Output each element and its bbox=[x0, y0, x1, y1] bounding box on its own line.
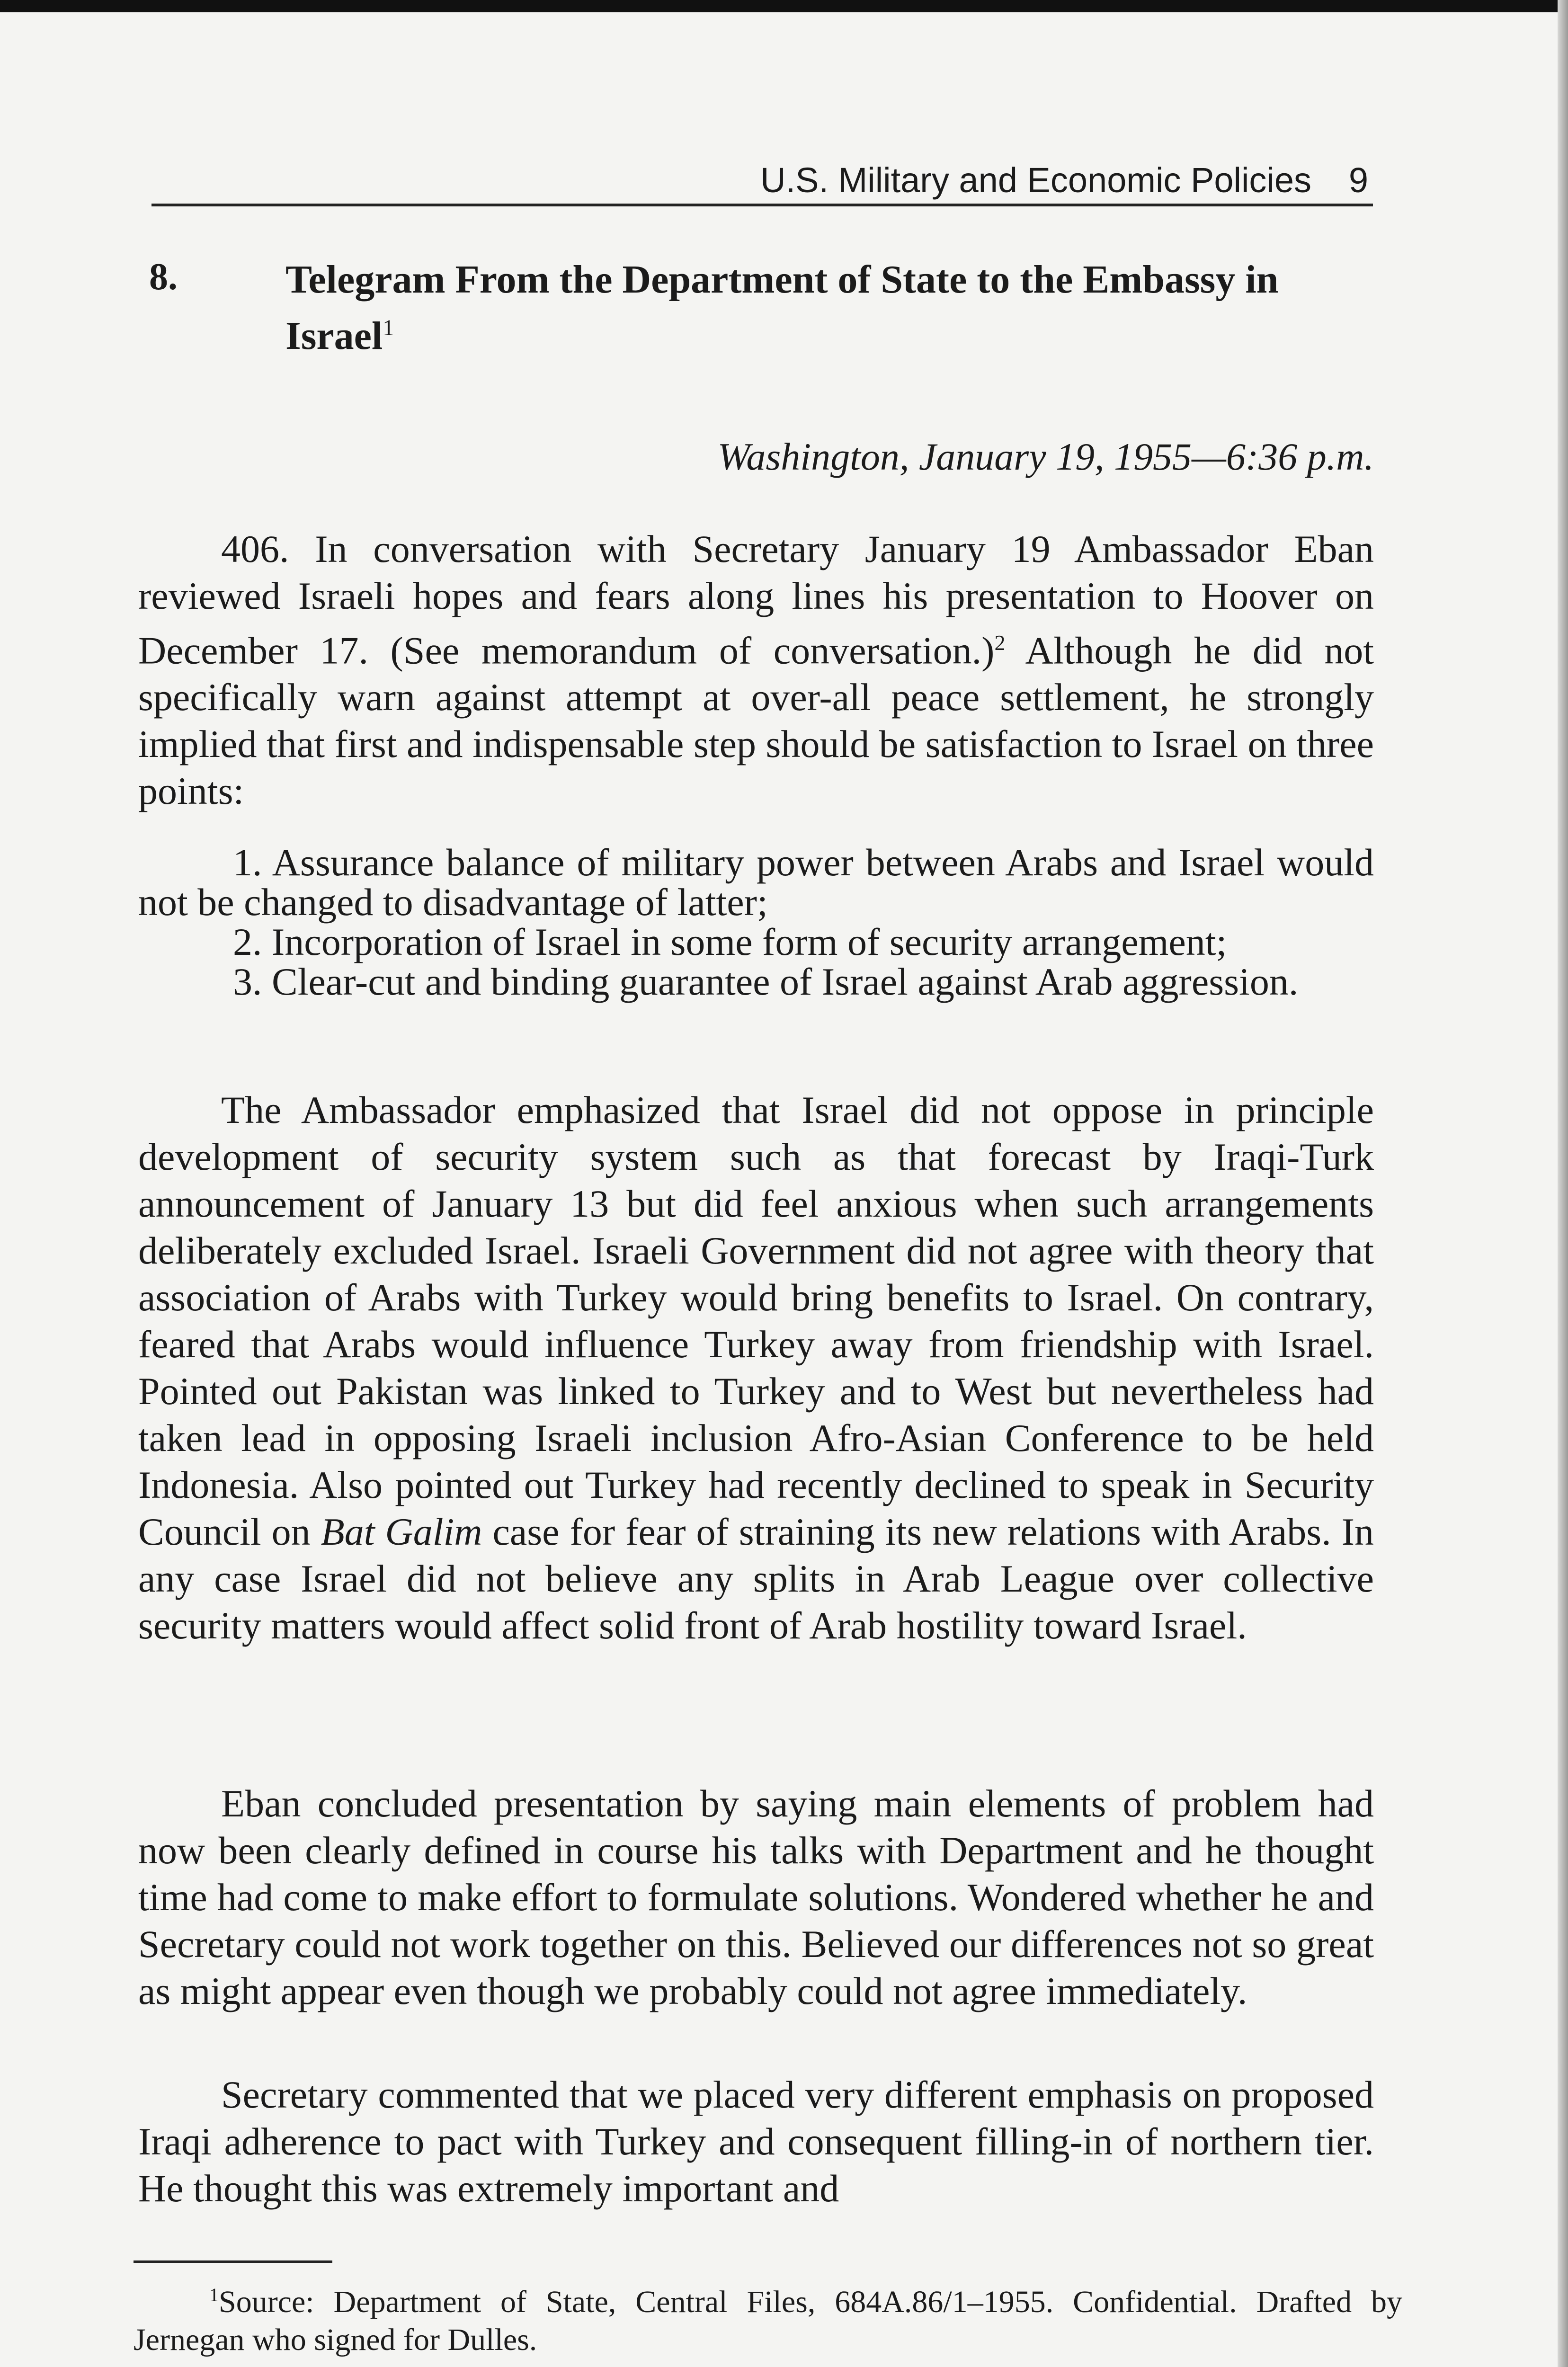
list-item: 2. Incorporation of Israel in some form of security arrangement; bbox=[233, 920, 1227, 963]
footnote-ref-2: 2 bbox=[994, 631, 1006, 655]
document-number: 8. bbox=[149, 256, 178, 298]
list-item: 1. Assurance balance of military power between Arabs and Israel would not be changed to disadvantage of latter; bbox=[138, 841, 1374, 924]
footnote-1-ref: 1 bbox=[209, 2284, 219, 2305]
paragraph-2-text-a: The Ambassador emphasized that Israel did not oppose in principle development of security system such as that forecast by Iraqi-Turk announcement of January 13 but did feel anxious when such arrangements deliberately excluded Israel. Israeli Government did not agree with theory that association of Arabs with Turkey would bring benefits to Israel. On contrary, feared that Arabs would influence Turkey away from friendship with Israel. Pointed out Pakistan was linked to Turkey and to West but nevertheless had taken lead in opposing Israeli inclusion Afro-Asian Conference to be held Indonesia. Also pointed out Turkey had recently declined to speak in Security Council on bbox=[138, 1088, 1374, 1553]
footnote-1-text: Source: Department of State, Central Files, 684A.86/1–1955. Confidential. Drafted by Jernegan who signed for Dulles. bbox=[134, 2285, 1402, 2357]
paragraph-4 bbox=[138, 2071, 1374, 2212]
paragraph-3-text: Eban concluded presentation by saying main elements of problem had now been clearly defined in course his talks with Department and he thought time had come to make effort to formulate solutions. Wondered whether he and Secretary could not work together on this. Believed our differences not so great as might appear even though we probably could not agree immediately. bbox=[138, 1782, 1374, 2012]
scan-top-border bbox=[0, 0, 1568, 12]
paragraph-2-text-b: case for fear of straining its new relations with Arabs. In any case Israel did not believe any splits in Arab League over collective security matters would affect solid front of Arab hostility toward Israel. bbox=[138, 1510, 1374, 1647]
paragraph-1-text-b: Although he did not specifically warn against attempt at over-all peace settlement, he strongly implied that first and indispensable step should be satisfaction to Israel on three points: bbox=[138, 629, 1374, 813]
footnotes bbox=[134, 2276, 1402, 2367]
paragraph-1 bbox=[138, 525, 1374, 814]
running-head bbox=[151, 159, 1373, 206]
document-title bbox=[285, 256, 1379, 360]
paragraph-3 bbox=[138, 1780, 1374, 2014]
running-head-title: U.S. Military and Economic Policies bbox=[760, 160, 1311, 200]
document-title-text: Telegram From the Department of State to the Embassy in Israel bbox=[285, 258, 1279, 358]
paragraph-1-text-a: 406. In conversation with Secretary January 19 Ambassador Eban reviewed Israeli hopes and fears along lines his presentation to Hoover on December 17. (See memorandum of conversation.) bbox=[138, 527, 1374, 672]
paragraph-2-italic: Bat Galim bbox=[321, 1510, 482, 1553]
footnote-divider bbox=[134, 2260, 332, 2263]
footnote-2 bbox=[134, 2359, 1402, 2367]
footnote-1 bbox=[134, 2276, 1402, 2359]
dateline: Washington, January 19, 1955—6:36 p.m. bbox=[717, 435, 1374, 478]
scan-right-edge bbox=[1558, 0, 1568, 2367]
list-item: 3. Clear-cut and binding guarantee of Israel against Arab aggression. bbox=[233, 960, 1299, 1003]
paragraph-4-text: Secretary commented that we placed very different emphasis on proposed Iraqi adherence to pact with Turkey and consequent filling-in of northern tier. He thought this was extremely important and bbox=[138, 2073, 1374, 2210]
numbered-list bbox=[138, 843, 1374, 1002]
paragraph-2 bbox=[138, 1086, 1374, 1649]
title-footnote-ref: 1 bbox=[383, 315, 394, 340]
page-number: 9 bbox=[1348, 160, 1368, 200]
